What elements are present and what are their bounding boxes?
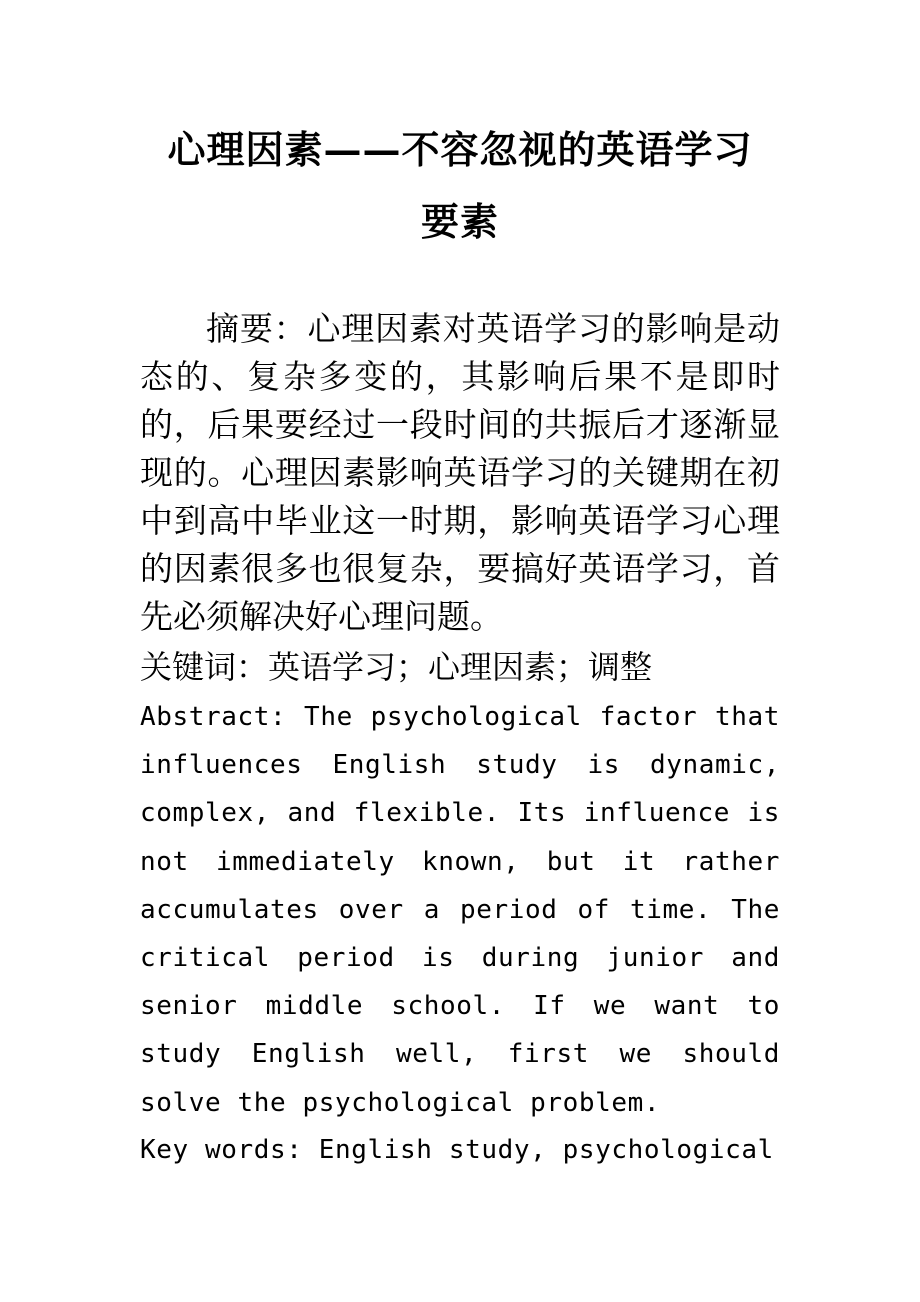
document-title-line-2: 要素 <box>420 199 499 244</box>
chinese-keywords: 关键词：英语学习；心理因素；调整 <box>140 648 653 686</box>
english-keywords: Key words: English study, psychological <box>140 1135 774 1165</box>
english-abstract: Abstract: The psychological factor that influences English study is dynamic, complex, and flexible. Its influence is not immediately known, but it rather accumulates over a period of time. The critical period is during junior and senior middle school. If we want to study English well, first we should solve the psychological problem. <box>140 702 780 1118</box>
document-title-line-1: 心理因素——不容忽视的英语学习 <box>167 127 753 172</box>
chinese-abstract: 摘要：心理因素对英语学习的影响是动态的、复杂多变的，其影响后果不是即时的，后果要经过一段时间的共振后才逐渐显现的。心理因素影响英语学习的关键期在初中到高中毕业这一时期，影响英语学习心理的因素很多也很复杂，要搞好英语学习，首先必须解决好心理问题。 <box>140 309 780 636</box>
